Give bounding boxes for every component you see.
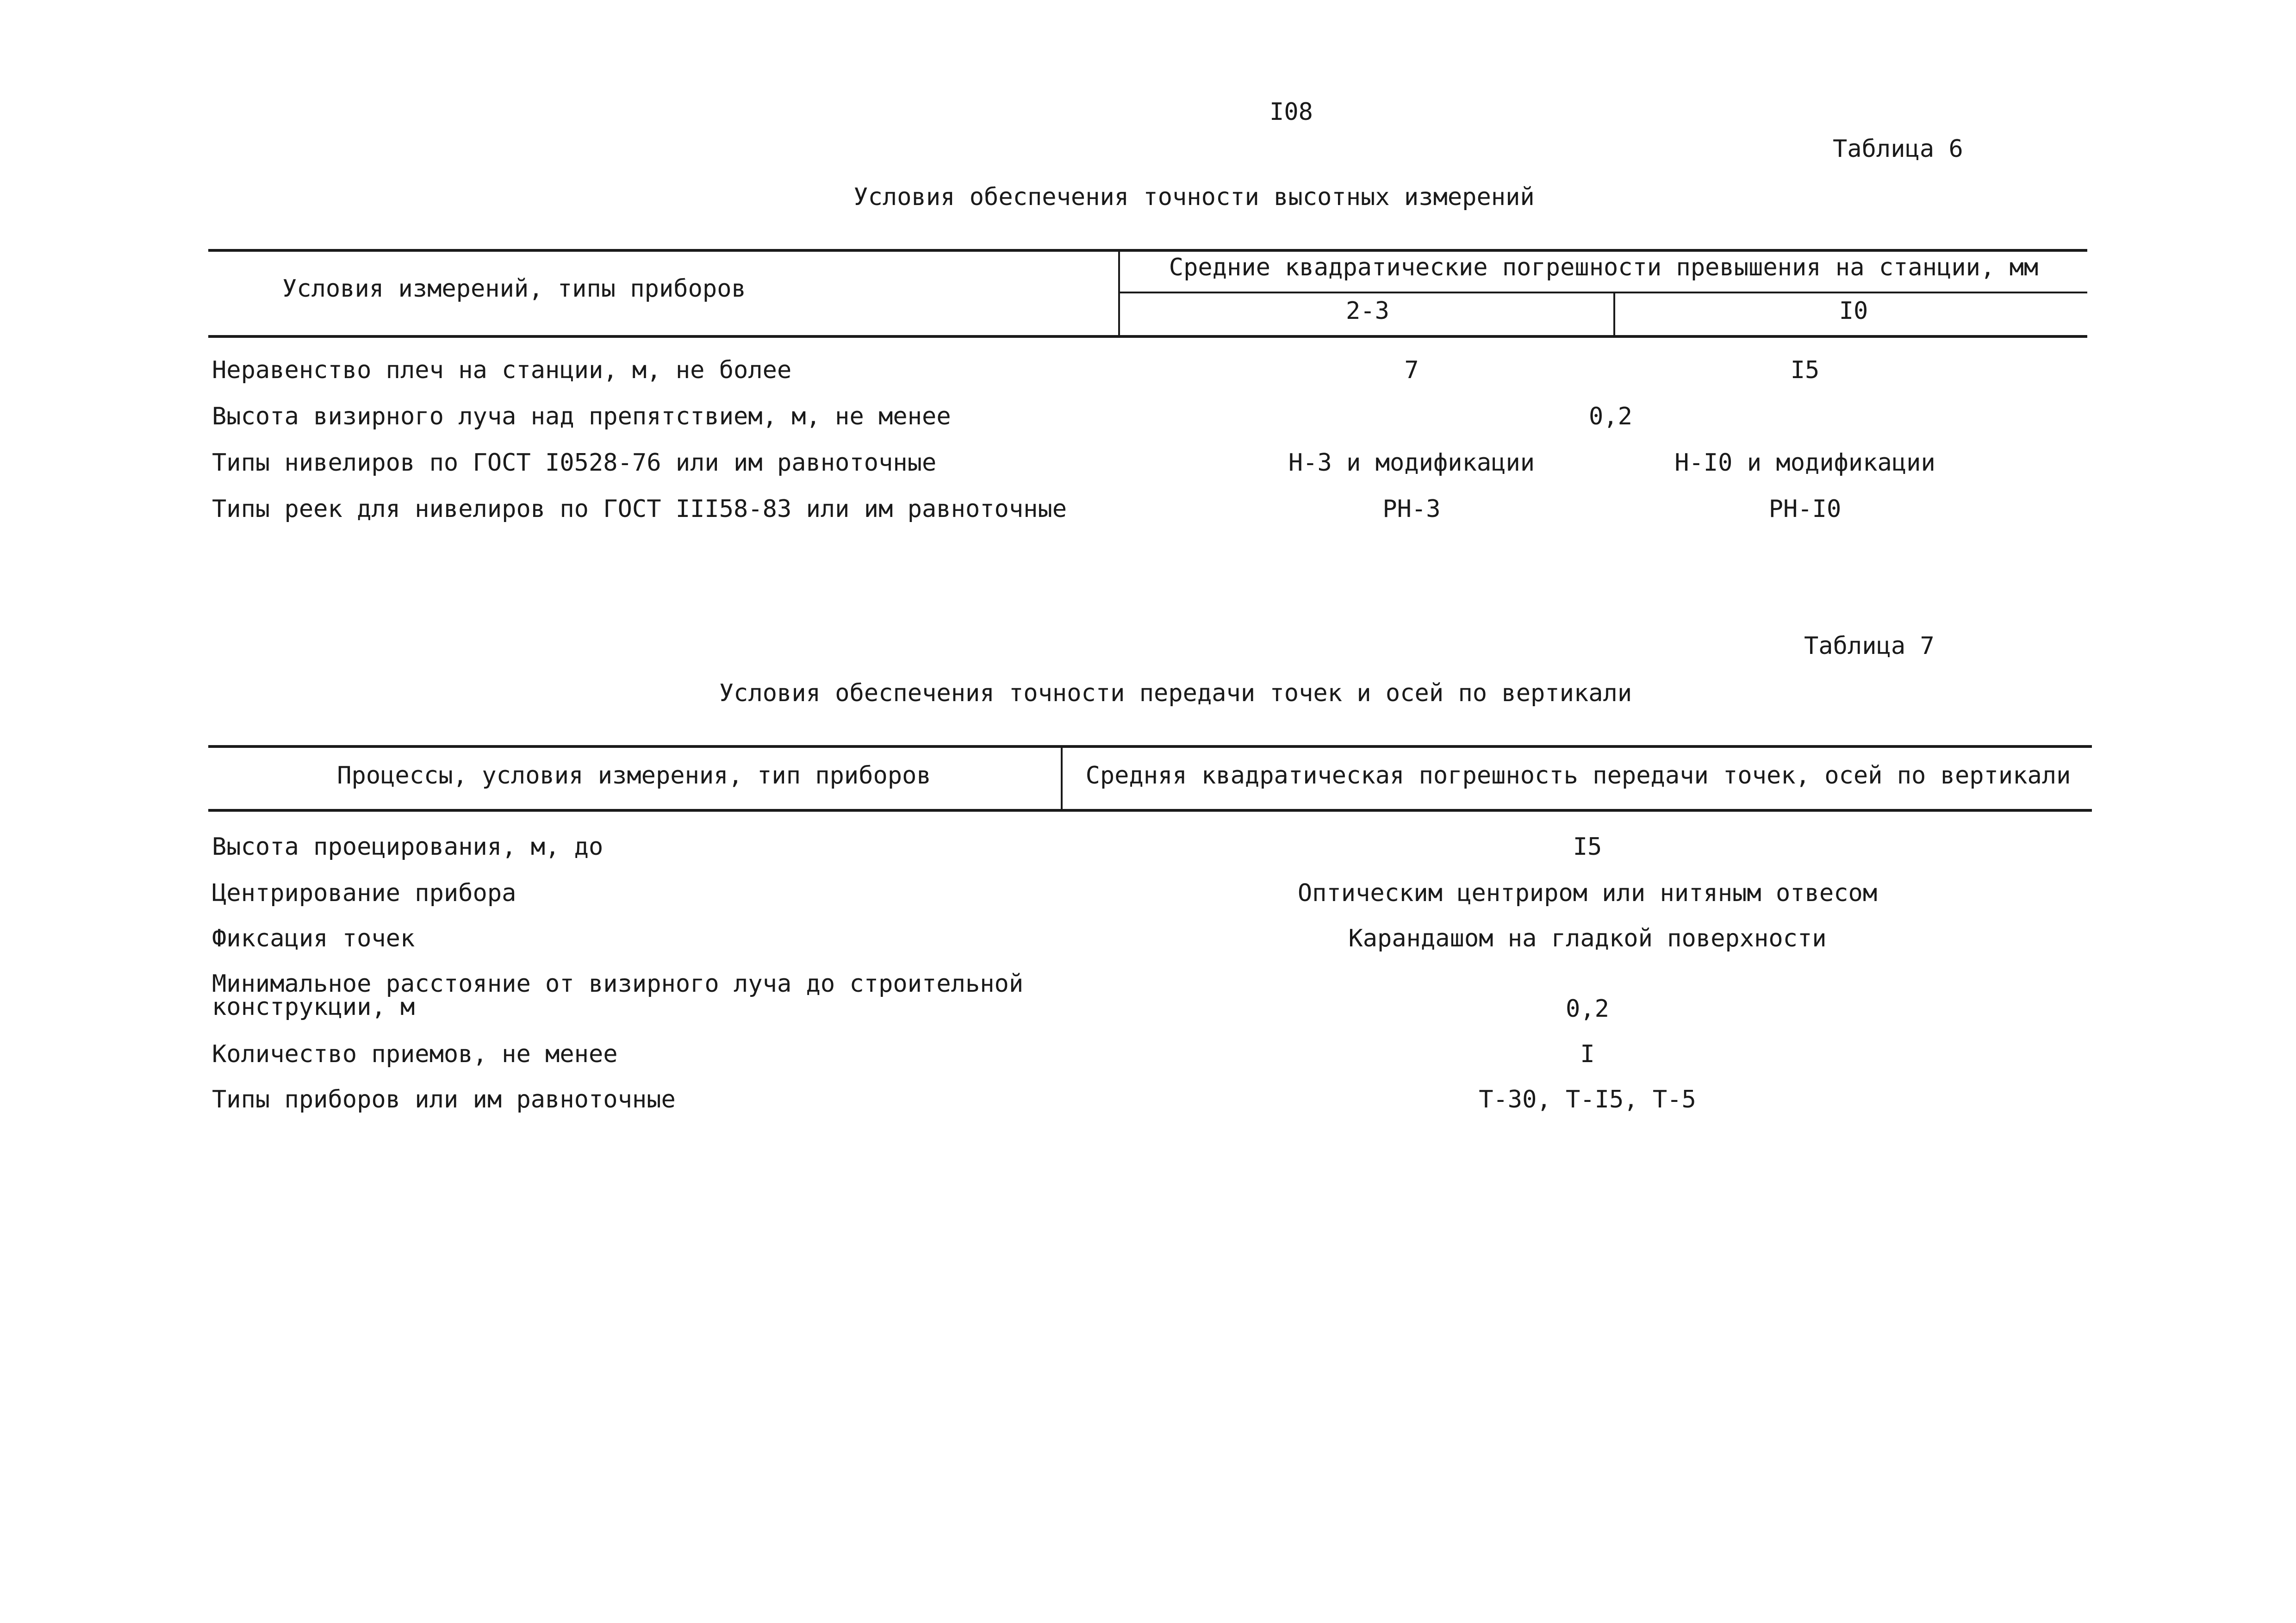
table7-title: Условия обеспечения точности передачи точек и осей по вертикали — [719, 679, 1632, 707]
table6-row-value: Н-3 и модификации — [1288, 449, 1535, 477]
table6-title: Условия обеспечения точности высотных измерений — [853, 183, 1535, 211]
table7-row-value: I — [1580, 1040, 1595, 1068]
table7-row-label: Высота проецирования, м, до — [212, 833, 604, 861]
table7-label: Таблица 7 — [1804, 632, 1935, 660]
table6-header-col1: Условия измерений, типы приборов — [282, 275, 746, 303]
table6-row-label: Типы реек для нивелиров по ГОСТ III58-83 или им равноточные — [212, 495, 1067, 523]
table6-row-value: 0,2 — [1589, 403, 1632, 430]
table7-row-label: Центрирование прибора — [212, 879, 516, 907]
table7-row-label: Количество приемов, не менее — [212, 1040, 618, 1068]
table6-col-divider — [1118, 250, 1120, 338]
table6-top-rule — [208, 249, 2087, 252]
table7-row-value: I5 — [1573, 833, 1602, 861]
table6-label: Таблица 6 — [1833, 135, 1963, 163]
table6-row-value: I5 — [1790, 356, 1820, 384]
table7-row-label-line1: Минимальное расстояние от визирного луча до строительной — [212, 970, 1024, 998]
table6-row-label: Типы нивелиров по ГОСТ I0528-76 или им равноточные — [212, 449, 937, 477]
table7-row-value: Т-30, Т-I5, Т-5 — [1479, 1086, 1696, 1113]
table7-row-value: Оптическим центриром или нитяным отвесом — [1297, 879, 1878, 907]
table6-header-sub1: 2-3 — [1346, 297, 1389, 325]
table6-row-value: РН-3 — [1382, 495, 1441, 523]
table6-row-value: РН-I0 — [1768, 495, 1842, 523]
table7-col-divider — [1061, 746, 1063, 812]
table6-subcol-divider — [1613, 293, 1615, 338]
table6-header-divider — [1120, 292, 2087, 293]
table7-header-col1: Процессы, условия измерения, тип приборов — [337, 762, 931, 790]
table7-header-bottom-rule — [208, 809, 2092, 812]
table6-header-sub2: I0 — [1839, 297, 1868, 325]
table7-row-value: 0,2 — [1566, 995, 1609, 1023]
table7-row-label: Типы приборов или им равноточные — [212, 1086, 676, 1113]
table7-row-value: Карандашом на гладкой поверхности — [1348, 925, 1827, 952]
table6-row-value: Н-I0 и модификации — [1674, 449, 1935, 477]
table6-row-label: Высота визирного луча над препятствием, м, не менее — [212, 403, 951, 430]
page-number: I08 — [1269, 98, 1313, 126]
table7-top-rule — [208, 745, 2092, 748]
table6-header-bottom-rule — [208, 335, 2087, 338]
table6-row-value: 7 — [1404, 356, 1419, 384]
table6-header-group: Средние квадратические погрешности превышения на станции, мм — [1169, 254, 2039, 281]
table6-row-label: Неравенство плеч на станции, м, не более — [212, 356, 792, 384]
table7-row-label: Фиксация точек — [212, 925, 415, 952]
table7-header-col2: Средняя квадратическая погрешность передачи точек, осей по вертикали — [1085, 762, 2071, 790]
table7-row-label-line2: конструкции, м — [212, 993, 415, 1021]
